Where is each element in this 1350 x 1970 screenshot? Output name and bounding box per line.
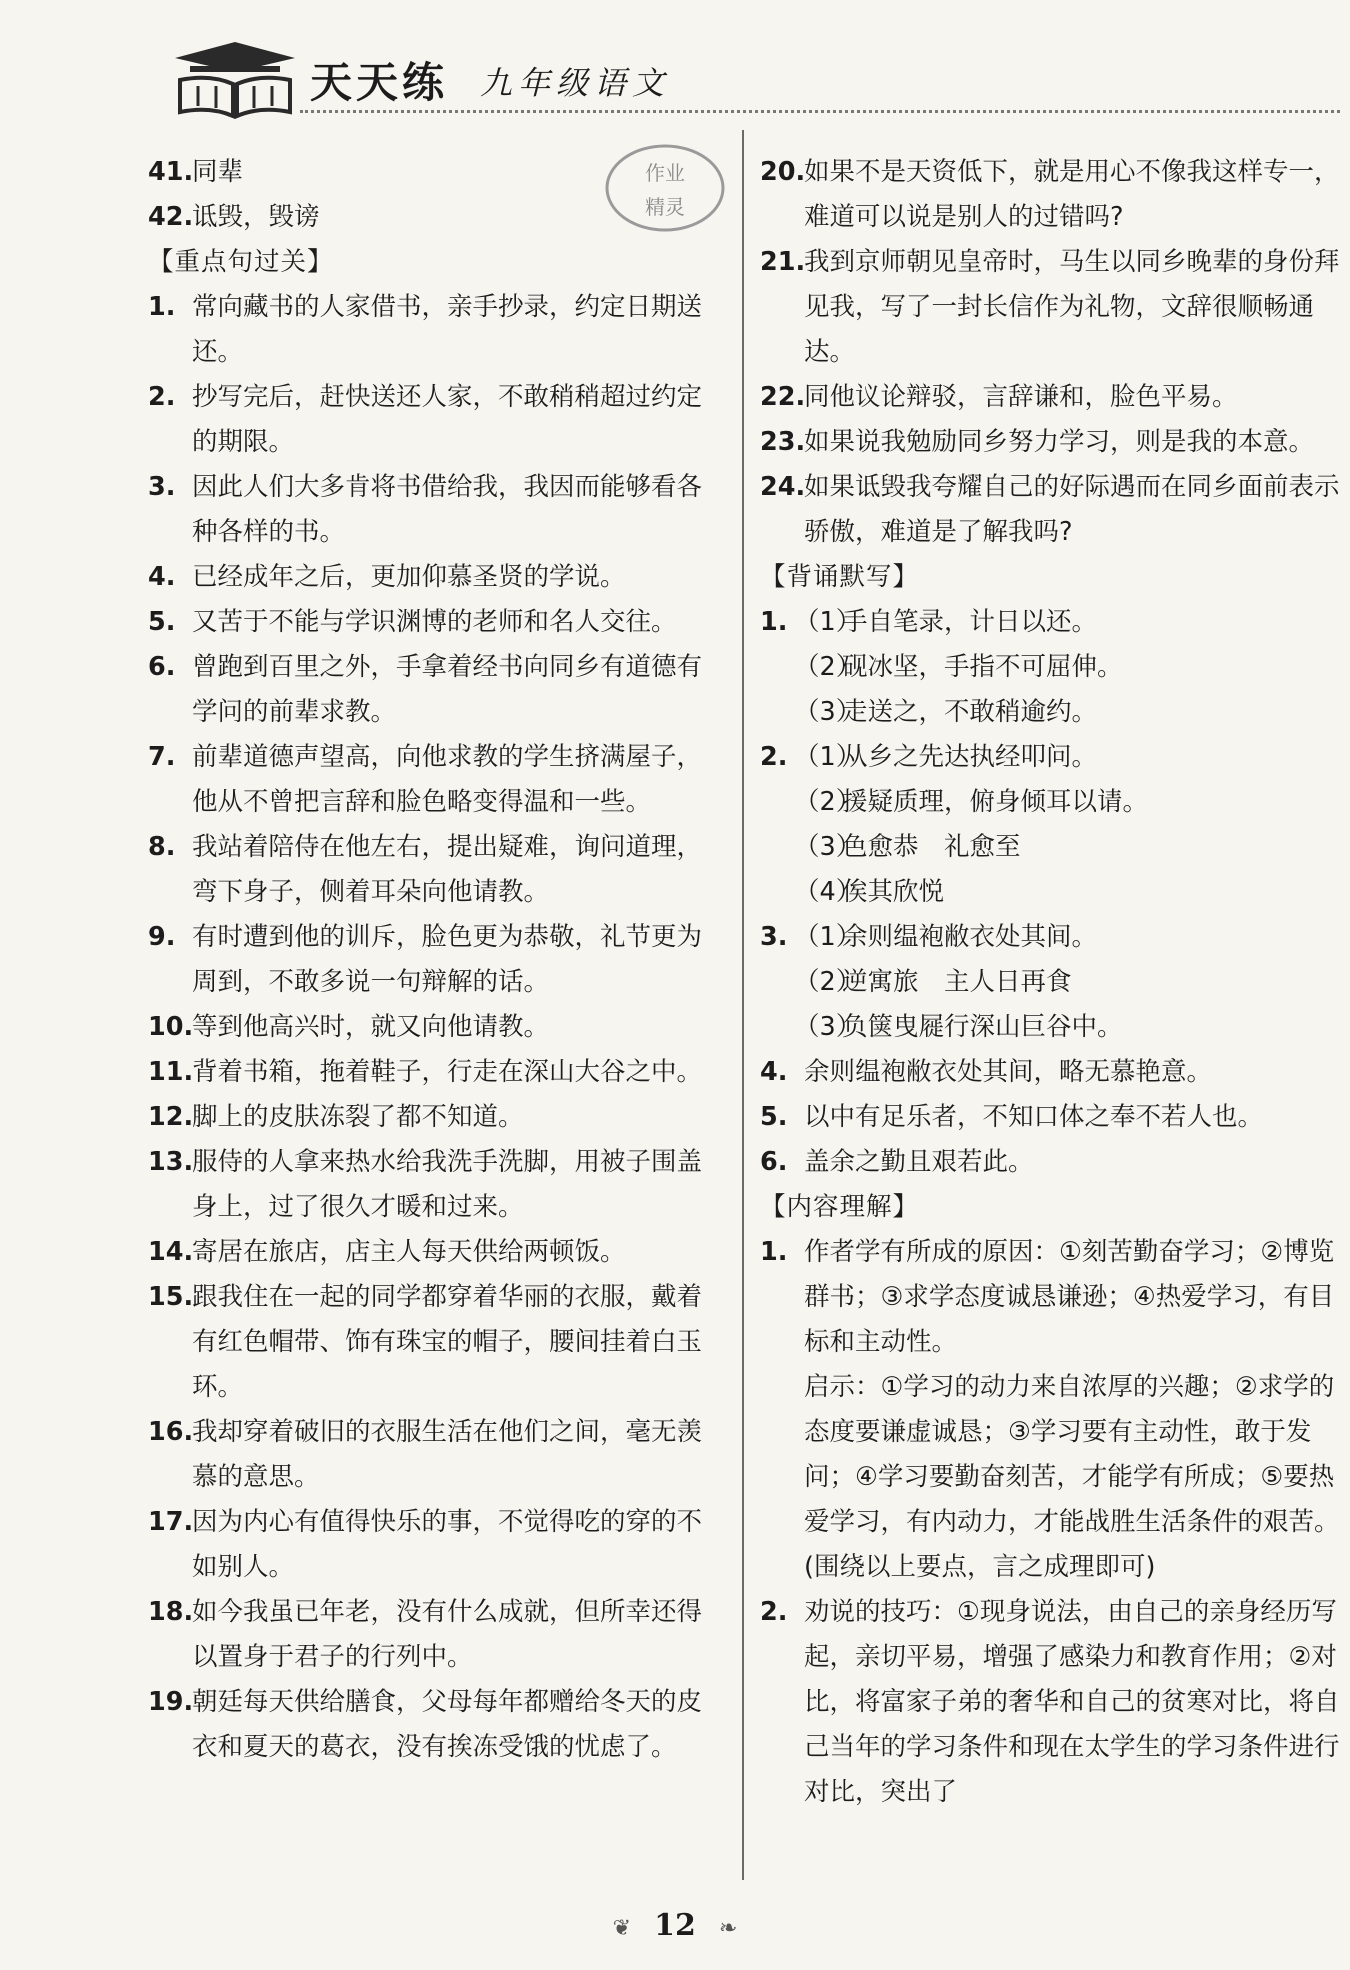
answer-item (148, 1230, 726, 1275)
item-number: 20. (760, 157, 806, 187)
answer-sub-item (760, 825, 1340, 870)
answer-item (148, 1050, 726, 1095)
answer-item (760, 1050, 1340, 1095)
answer-item (760, 465, 1340, 555)
item-number: 2. (760, 1597, 788, 1627)
answer-item (760, 1230, 1340, 1365)
sub-item-number: （3） (794, 1012, 862, 1042)
item-text: 有时遭到他的训斥，脸色更为恭敬，礼节更为周到，不敢多说一句辩解的话。 (192, 922, 703, 997)
answer-sub-item (760, 1005, 1340, 1050)
answer-item (148, 1500, 726, 1590)
sub-item-number: （1） (794, 607, 862, 637)
subject-title: 九年级语文 (480, 64, 671, 102)
section-heading: 【重点句过关】 (148, 247, 334, 277)
answer-item (148, 825, 726, 915)
item-number: 14. (148, 1237, 194, 1267)
item-number: 24. (760, 472, 806, 502)
item-text: 我到京师朝见皇帝时，马生以同乡晚辈的身份拜见我，写了一封长信作为礼物，文辞很顺畅通达。 (804, 247, 1340, 367)
page-header (160, 30, 1340, 130)
item-number: 5. (148, 607, 176, 637)
item-text: 如果诋毁我夸耀自己的好际遇而在同乡面前表示骄傲，难道是了解我吗? (804, 472, 1340, 547)
answer-item (148, 600, 726, 645)
item-text: 服侍的人拿来热水给我洗手洗脚，用被子围盖身上，过了很久才暖和过来。 (192, 1147, 703, 1222)
item-text: 因为内心有值得快乐的事，不觉得吃的穿的不如别人。 (192, 1507, 703, 1582)
header-rule (300, 110, 1340, 113)
item-text: 劝说的技巧：①现身说法，由自己的亲身经历写起，亲切平易，增强了感染力和教育作用；②对比，将富家子弟的奢华和自己的贫寒对比，将自己当年的学习条件和现在太学生的学习条件进行对比，突出了 (804, 1597, 1340, 1807)
sub-item-number: （2） (794, 967, 862, 997)
brand-title: 天天练 (310, 58, 449, 107)
answer-sub-item (760, 960, 1340, 1005)
sub-item-number: （1） (794, 742, 862, 772)
item-text: 又苦于不能与学识渊博的老师和名人交往。 (192, 607, 677, 637)
item-number: 2. (148, 382, 176, 412)
stamp-bottom-text: 精灵 (645, 195, 685, 219)
answer-item (760, 240, 1340, 375)
item-text: 诋毁，毁谤 (192, 202, 320, 232)
item-number: 1. (760, 1237, 788, 1267)
answer-item (148, 735, 726, 825)
item-text: 前辈道德声望高，向他求教的学生挤满屋子，他从不曾把言辞和脸色略变得温和一些。 (192, 742, 703, 817)
item-number: 10. (148, 1012, 194, 1042)
item-text: 走送之，不敢稍逾约。 (842, 697, 1098, 727)
item-text: 作者学有所成的原因：①刻苦勤奋学习；②博览群书；③求学态度诚恳谦逊；④热爱学习，有目标和主动性。 (804, 1237, 1335, 1357)
item-text: 从乡之先达执经叩问。 (842, 742, 1098, 772)
answer-item (148, 150, 726, 195)
answer-item (148, 1410, 726, 1500)
item-text: 我却穿着破旧的衣服生活在他们之间，毫无羡慕的意思。 (192, 1417, 703, 1492)
item-text: 俟其欣悦 (842, 877, 945, 907)
item-text: 如果说我勉励同乡努力学习，则是我的本意。 (804, 427, 1315, 457)
section-heading: 【内容理解】 (760, 1192, 920, 1222)
item-text: 等到他高兴时，就又向他请教。 (192, 1012, 550, 1042)
answer-sub-item (760, 645, 1340, 690)
sub-item-number: （3） (794, 697, 862, 727)
item-text: 同他议论辩驳，言辞谦和，脸色平易。 (804, 382, 1238, 412)
item-text: 色愈恭 礼愈至 (842, 832, 1021, 862)
answer-item (760, 375, 1340, 420)
item-text: 如今我虽已年老，没有什么成就，但所幸还得以置身于君子的行列中。 (192, 1597, 703, 1672)
page-footer (0, 1908, 1350, 1943)
book-logo-icon (170, 40, 300, 120)
sub-item-number: （3） (794, 832, 862, 862)
item-text: 常向藏书的人家借书，亲手抄录，约定日期送还。 (192, 292, 703, 367)
item-number: 18. (148, 1597, 194, 1627)
answer-item (148, 1005, 726, 1050)
answer-item (760, 1590, 1340, 1815)
item-number: 3. (760, 922, 788, 952)
answer-item (148, 285, 726, 375)
item-text: 已经成年之后，更加仰慕圣贤的学说。 (192, 562, 626, 592)
continuation-text: 启示：①学习的动力来自浓厚的兴趣；②求学的态度要谦虚诚恳；③学习要有主动性，敢于发问；④学习要勤奋刻苦，才能学有所成；⑤要热爱学习，有内动力，才能战胜生活条件的艰苦。 (804, 1372, 1340, 1537)
item-text: 我站着陪侍在他左右，提出疑难，询问道理，弯下身子，侧着耳朵向他请教。 (192, 832, 703, 907)
item-number: 2. (760, 742, 788, 772)
column-divider (742, 130, 744, 1880)
answer-item (760, 735, 1340, 780)
item-number: 9. (148, 922, 176, 952)
item-number: 23. (760, 427, 806, 457)
item-number: 21. (760, 247, 806, 277)
item-number: 6. (760, 1147, 788, 1177)
item-text: 抄写完后，赶快送还人家，不敢稍稍超过约定的期限。 (192, 382, 703, 457)
answer-item (760, 600, 1340, 645)
stamp-top-text: 作业 (645, 161, 685, 185)
answer-item (148, 1095, 726, 1140)
item-text: 盖余之勤且艰若此。 (804, 1147, 1034, 1177)
item-text: 跟我住在一起的同学都穿着华丽的衣服，戴着有红色帽带、饰有珠宝的帽子，腰间挂着白玉环。 (192, 1282, 703, 1402)
sub-item-number: （4） (794, 877, 862, 907)
item-number: 4. (760, 1057, 788, 1087)
item-text: 寄居在旅店，店主人每天供给两顿饭。 (192, 1237, 626, 1267)
item-number: 15. (148, 1282, 194, 1312)
answer-item (760, 420, 1340, 465)
answer-item (148, 465, 726, 555)
item-number: 5. (760, 1102, 788, 1132)
answer-item (760, 150, 1340, 240)
item-number: 1. (148, 292, 176, 322)
item-text: 砚冰坚，手指不可屈伸。 (842, 652, 1123, 682)
right-column (760, 150, 1340, 1815)
item-number: 7. (148, 742, 176, 772)
answer-sub-item (760, 870, 1340, 915)
item-number: 17. (148, 1507, 194, 1537)
item-number: 4. (148, 562, 176, 592)
item-text: 曾跑到百里之外，手拿着经书向同乡有道德有学问的前辈求教。 (192, 652, 703, 727)
item-text: 余则缊袍敝衣处其间。 (842, 922, 1098, 952)
sub-item-number: （2） (794, 787, 862, 817)
item-text: 余则缊袍敝衣处其间，略无慕艳意。 (804, 1057, 1213, 1087)
item-text: 同辈 (192, 157, 244, 187)
item-text: 如果不是天资低下，就是用心不像我这样专一，难道可以说是别人的过错吗? (804, 157, 1340, 232)
item-number: 22. (760, 382, 806, 412)
answer-item (148, 195, 726, 240)
item-text: 背着书箱，拖着鞋子，行走在深山大谷之中。 (192, 1057, 703, 1087)
item-number: 41. (148, 157, 194, 187)
answer-item (760, 1140, 1340, 1185)
item-number: 13. (148, 1147, 194, 1177)
item-number: 19. (148, 1687, 194, 1717)
item-text: 因此人们大多肯将书借给我，我因而能够看各种各样的书。 (192, 472, 703, 547)
left-column (148, 150, 726, 1770)
item-text: 以中有足乐者，不知口体之奉不若人也。 (804, 1102, 1264, 1132)
answer-item (148, 1590, 726, 1680)
sub-item-number: （1） (794, 922, 862, 952)
answer-item (148, 645, 726, 735)
item-number: 6. (148, 652, 176, 682)
note-text: (围绕以上要点，言之成理即可) (804, 1552, 1156, 1582)
left-ornament-icon: ❦ (612, 1916, 632, 1941)
right-ornament-icon: ❧ (718, 1916, 738, 1941)
item-number: 11. (148, 1057, 194, 1087)
item-number: 1. (760, 607, 788, 637)
answer-item (148, 1680, 726, 1770)
item-text: 朝廷每天供给膳食，父母每年都赠给冬天的皮衣和夏天的葛衣，没有挨冻受饿的忧虑了。 (192, 1687, 703, 1762)
item-text: 逆寓旅 主人日再食 (842, 967, 1072, 997)
sub-item-number: （2） (794, 652, 862, 682)
answer-sub-item (760, 780, 1340, 825)
item-number: 16. (148, 1417, 194, 1447)
answer-item (148, 1140, 726, 1230)
item-text: 手自笔录，计日以还。 (842, 607, 1098, 637)
answer-sub-item (760, 690, 1340, 735)
answer-item (148, 915, 726, 1005)
answer-item (148, 1275, 726, 1410)
page-number: 12 (654, 1908, 696, 1943)
section-heading: 【背诵默写】 (760, 562, 920, 592)
answer-item (148, 555, 726, 600)
answer-item (760, 1095, 1340, 1140)
answer-item (148, 375, 726, 465)
item-text: 援疑质理，俯身倾耳以请。 (842, 787, 1149, 817)
answer-item (760, 915, 1340, 960)
item-number: 8. (148, 832, 176, 862)
item-text: 脚上的皮肤冻裂了都不知道。 (192, 1102, 524, 1132)
item-number: 12. (148, 1102, 194, 1132)
item-number: 42. (148, 202, 194, 232)
item-text: 负箧曳屣行深山巨谷中。 (842, 1012, 1123, 1042)
item-number: 3. (148, 472, 176, 502)
